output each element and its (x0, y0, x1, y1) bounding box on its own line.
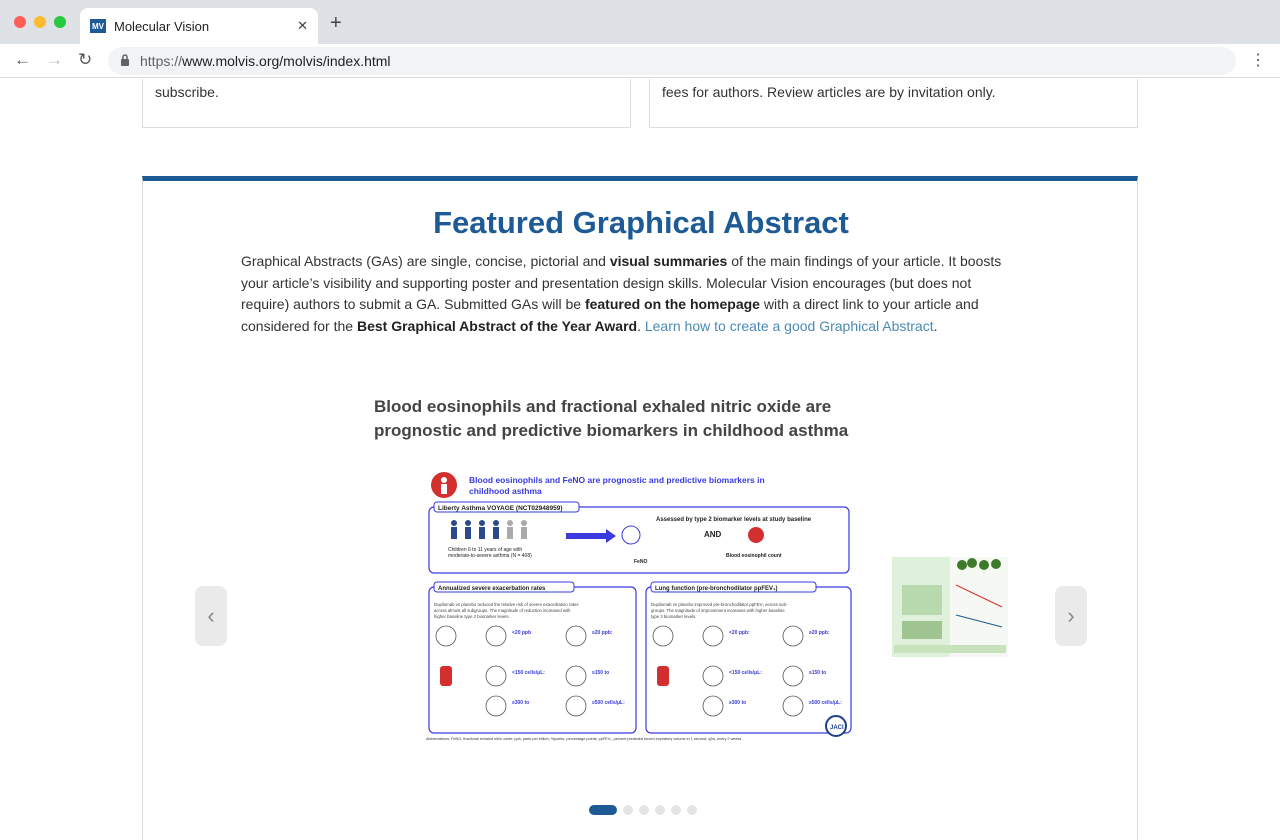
card-text: fees for authors. Review articles are by invitation only. (662, 84, 996, 100)
ga-eos-label: Blood eosinophil count (726, 553, 782, 559)
ga-feno-label: FeNO (634, 559, 648, 565)
chevron-right-icon: › (1067, 603, 1075, 628)
tab-bar (0, 0, 1280, 44)
chevron-left-icon: ‹ (207, 603, 215, 628)
svg-text:≥300 to: ≥300 to (512, 700, 530, 706)
svg-text:≥300 to: ≥300 to (729, 700, 747, 706)
svg-text:≥20 ppb:: ≥20 ppb: (592, 630, 613, 636)
svg-text:JACI: JACI (830, 725, 844, 731)
carousel-indicator[interactable] (639, 805, 649, 815)
svg-text:≥500 cells/μL:: ≥500 cells/μL: (592, 700, 625, 706)
ga-panel-left-title: Annualized severe exacerbation rates (438, 586, 546, 592)
graphical-abstract-image[interactable] (426, 471, 856, 741)
info-card-left (142, 79, 631, 128)
svg-text:moderate-to-severe asthma (N =: moderate-to-severe asthma (N = 408) (448, 553, 532, 559)
ga-panel-right-title: Lung function (pre-bronchodilator ppFEV₁) (655, 586, 778, 592)
ga-assessed-label: Assessed by type 2 biomarker levels at study baseline (656, 517, 812, 523)
menu-icon[interactable]: ⋮ (1250, 52, 1266, 69)
carousel-prev-button[interactable] (195, 586, 227, 646)
new-tab-icon[interactable]: + (330, 12, 342, 34)
window-controls (14, 16, 66, 28)
svg-text:<20 ppb: <20 ppb (512, 630, 532, 636)
carousel-indicator[interactable] (655, 805, 665, 815)
close-tab-icon[interactable]: ✕ (297, 18, 308, 33)
svg-text:≥20 ppb:: ≥20 ppb: (809, 630, 830, 636)
carousel-indicator[interactable] (589, 805, 617, 815)
next-slide-thumbnail[interactable] (892, 557, 1008, 657)
address-bar[interactable] (108, 47, 1236, 75)
tab-title: Molecular Vision (114, 18, 210, 34)
section-description: Graphical Abstracts (GAs) are single, concise, pictorial and visual summaries of the main findings of your article. It boosts your article’s visibility and supporting poster and presentation design skills. Molecular Vision encourages (but does not require) authors to submit a GA. Submitted GAs will be featured on the homepage with a direct link to your article and considered for the Best Graphical Abstract of the Year Award. Learn how to create a good Graphical Abstract. (241, 253, 1002, 334)
favicon-icon: MV (90, 19, 106, 33)
lock-icon (120, 54, 130, 69)
svg-text:Dupilumab vs placebo reduced t: Dupilumab vs placebo reduced the relative risk of severe exacerbation rates (434, 602, 579, 607)
svg-text:<20 ppb:: <20 ppb: (729, 630, 750, 636)
svg-text:<150 cells/μL:: <150 cells/μL: (729, 670, 762, 676)
svg-text:≥150 to: ≥150 to (592, 670, 610, 676)
svg-text:higher baseline type 2 biomark: higher baseline type 2 biomarker levels. (434, 614, 510, 619)
svg-text:≥500 cells/μL:: ≥500 cells/μL: (809, 700, 842, 706)
page-content (0, 79, 1280, 840)
browser-tab[interactable] (80, 8, 318, 44)
close-window-button[interactable] (14, 16, 26, 28)
carousel-next-button[interactable] (1055, 586, 1087, 646)
svg-text:<150 cells/μL:: <150 cells/μL: (512, 670, 545, 676)
card-text: subscribe. (155, 84, 219, 100)
ga-study: Liberty Asthma VOYAGE (NCT02948959) (438, 505, 563, 512)
minimize-window-button[interactable] (34, 16, 46, 28)
svg-text:Dupilumab vs placebo improved: Dupilumab vs placebo improved pre-bronchodilator ppFEV₁ across sub- (651, 602, 788, 607)
info-card-right (649, 79, 1138, 128)
forward-icon[interactable]: → (46, 50, 63, 69)
maximize-window-button[interactable] (54, 16, 66, 28)
ga-abbreviations: Abbreviations: FeNO, fractional exhaled nitric oxide; ppb, parts per billion; %points, percentage points; ppFEV₁, percent predicted forced expiratory volume in 1 second; q2w, every 2 weeks. (426, 737, 743, 741)
learn-graphical-abstract-link[interactable]: Learn how to create a good Graphical Abstract (644, 317, 934, 334)
carousel-indicator[interactable] (623, 805, 633, 815)
reload-icon[interactable]: ↻ (78, 50, 93, 69)
featured-graphical-abstract-section (142, 176, 1138, 840)
ga-header: Blood eosinophils and FeNO are prognostic and predictive biomarkers in childhood asthma (469, 475, 765, 496)
section-title: Featured Graphical Abstract (433, 205, 849, 240)
ga-and-label: AND (704, 530, 722, 539)
carousel-indicators (589, 805, 697, 815)
graphical-abstract-caption[interactable]: Blood eosinophils and fractional exhaled nitric oxide are prognostic and predictive biomarkers in childhood asthma (374, 397, 849, 440)
carousel-indicator[interactable] (687, 805, 697, 815)
svg-text:type 2 biomarker levels.: type 2 biomarker levels. (651, 614, 697, 619)
carousel-indicator[interactable] (671, 805, 681, 815)
svg-text:≥150 to: ≥150 to (809, 670, 827, 676)
back-icon[interactable]: ← (14, 50, 31, 69)
toolbar (0, 44, 1280, 78)
svg-text:across almost all subgroups. T: across almost all subgroups. The magnitude of reduction increased with (434, 608, 571, 613)
svg-text:Children 6 to 11 years of age: Children 6 to 11 years of age with (448, 547, 523, 553)
svg-text:groups. The magnitude of impro: groups. The magnitude of improvement increases with higher baseline (651, 608, 785, 613)
url-text: https://www.molvis.org/molvis/index.html (140, 53, 391, 69)
